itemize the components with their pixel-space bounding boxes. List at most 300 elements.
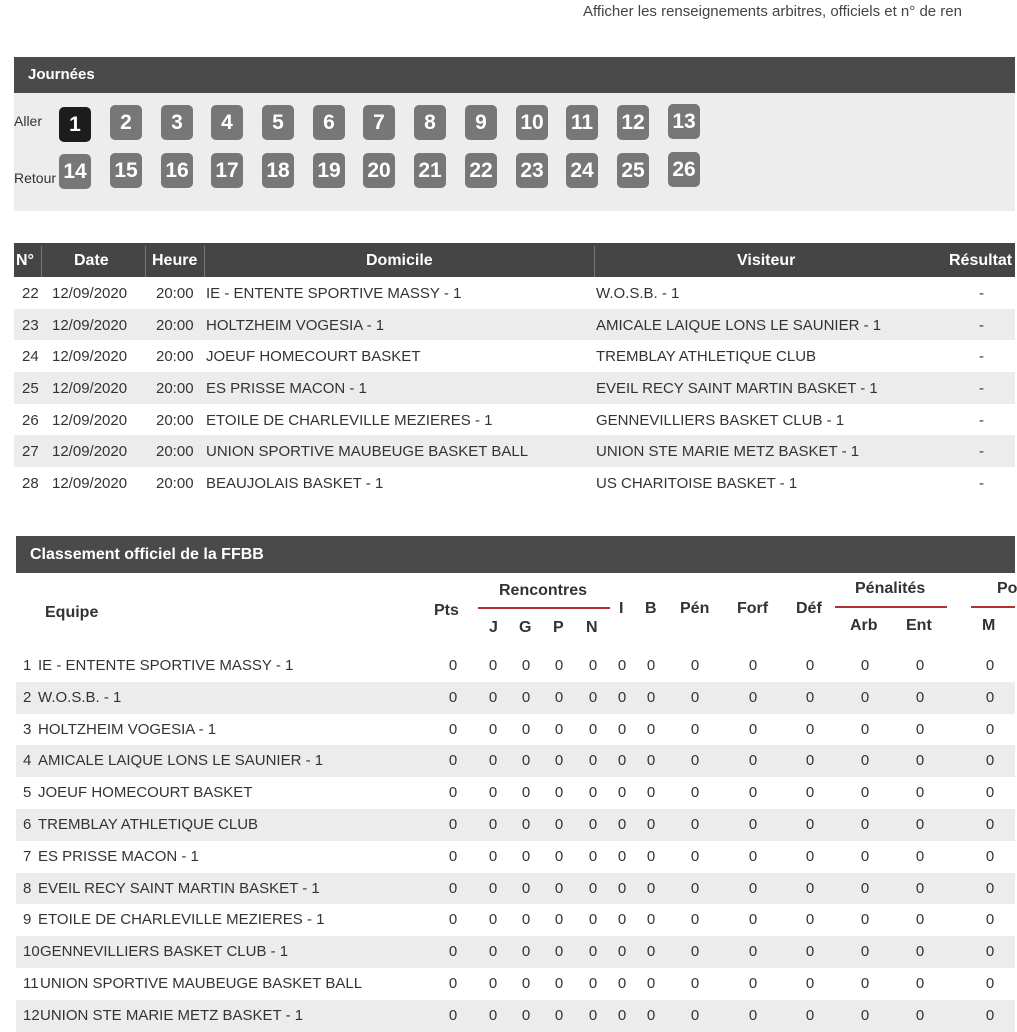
stat-value: 0 (805, 657, 815, 674)
stat-value: 0 (748, 752, 758, 770)
stat-value: 0 (588, 752, 598, 770)
match-heure: 20:00 (156, 380, 194, 398)
stat-value: 0 (588, 974, 598, 992)
match-heure: 20:00 (156, 348, 194, 366)
ranking-row (16, 904, 1015, 936)
ranking-row (16, 1000, 1015, 1032)
match-heure: 20:00 (156, 443, 194, 461)
match-heure: 20:00 (156, 285, 194, 302)
match-date: 12/09/2020 (52, 475, 128, 493)
stat-value: 0 (488, 847, 498, 865)
stat-value: 0 (646, 1006, 656, 1024)
stat-value: 0 (805, 784, 815, 802)
stat-value: 0 (617, 720, 627, 738)
stat-value: 0 (488, 911, 498, 929)
stat-value: 0 (985, 688, 995, 706)
stat-value: 0 (448, 657, 458, 674)
match-visiteur: GENNEVILLIERS BASKET CLUB - 1 (596, 411, 845, 429)
match-resultat: - (979, 411, 984, 429)
stat-value: 0 (588, 1006, 598, 1024)
match-resultat: - (979, 285, 984, 302)
stat-value: 0 (748, 720, 758, 738)
journee-18-button[interactable]: 18 (262, 153, 294, 188)
ranking-row (16, 841, 1015, 873)
stat-value: 0 (805, 943, 815, 961)
stat-value: 0 (554, 974, 564, 992)
stat-value: 0 (985, 911, 995, 929)
match-resultat: - (979, 443, 984, 461)
stat-value: 0 (448, 815, 458, 833)
team-rank: 10 (23, 943, 40, 961)
retour-row (14, 158, 1015, 198)
stat-value: 0 (985, 847, 995, 865)
col-g: G (519, 619, 532, 636)
stat-value: 0 (554, 720, 564, 738)
match-visiteur: W.O.S.B. - 1 (596, 285, 680, 302)
stat-value: 0 (588, 657, 598, 674)
journee-20-button[interactable]: 20 (363, 153, 395, 188)
match-visiteur: EVEIL RECY SAINT MARTIN BASKET - 1 (596, 380, 878, 398)
team-name[interactable]: AMICALE LAIQUE LONS LE SAUNIER - 1 (38, 752, 324, 770)
ranking-row (16, 936, 1015, 968)
stat-value: 0 (448, 974, 458, 992)
stat-value: 0 (488, 815, 498, 833)
stat-value: 0 (690, 1006, 700, 1024)
match-heure: 20:00 (156, 475, 194, 493)
stat-value: 0 (860, 657, 870, 674)
stat-value: 0 (521, 784, 531, 802)
team-rank: 8 (23, 879, 32, 897)
col-n: N (586, 619, 598, 636)
match-date: 12/09/2020 (52, 411, 128, 429)
stat-value: 0 (617, 815, 627, 833)
team-name[interactable]: W.O.S.B. - 1 (38, 688, 122, 706)
stat-value: 0 (860, 974, 870, 992)
stat-value: 0 (488, 879, 498, 897)
ranking-row (16, 714, 1015, 746)
stat-value: 0 (521, 657, 531, 674)
stat-value: 0 (985, 657, 995, 674)
match-resultat: - (979, 380, 984, 398)
stat-value: 0 (646, 847, 656, 865)
stat-value: 0 (521, 752, 531, 770)
stat-value: 0 (521, 943, 531, 961)
stat-value: 0 (448, 784, 458, 802)
match-heure: 20:00 (156, 411, 194, 429)
team-rank: 5 (23, 784, 32, 802)
stat-value: 0 (646, 879, 656, 897)
stat-value: 0 (488, 943, 498, 961)
team-rank: 4 (23, 752, 32, 770)
ranking-row (16, 745, 1015, 777)
stat-value: 0 (805, 974, 815, 992)
journee-23-button[interactable]: 23 (516, 153, 548, 188)
stat-value: 0 (617, 974, 627, 992)
journee-16-button[interactable]: 16 (161, 153, 193, 188)
stat-value: 0 (646, 911, 656, 929)
stat-value: 0 (915, 688, 925, 706)
stat-value: 0 (915, 720, 925, 738)
stat-value: 0 (448, 752, 458, 770)
stat-value: 0 (588, 784, 598, 802)
stat-value: 0 (588, 911, 598, 929)
stat-value: 0 (488, 657, 498, 674)
journees-title: Journées (14, 57, 1015, 93)
classement-header (16, 573, 1015, 650)
journee-1-button[interactable]: 1 (59, 107, 91, 142)
ranking-row (16, 873, 1015, 905)
stat-value: 0 (617, 1006, 627, 1024)
team-rank: 12 (23, 1006, 40, 1024)
match-row[interactable] (14, 435, 1015, 467)
stat-value: 0 (805, 688, 815, 706)
match-domicile: ES PRISSE MACON - 1 (206, 380, 367, 398)
team-name[interactable]: UNION STE MARIE METZ BASKET - 1 (40, 1006, 304, 1024)
ranking-row (16, 809, 1015, 841)
col-def: Déf (796, 600, 822, 617)
match-visiteur: TREMBLAY ATHLETIQUE CLUB (596, 348, 817, 366)
stat-value: 0 (915, 1006, 925, 1024)
match-domicile: UNION SPORTIVE MAUBEUGE BASKET BALL (206, 443, 529, 461)
journee-10-button[interactable]: 10 (516, 105, 548, 140)
match-row[interactable] (14, 277, 1015, 309)
journee-14-button[interactable]: 14 (59, 154, 91, 189)
stat-value: 0 (690, 784, 700, 802)
matches-header (14, 243, 1015, 277)
team-rank: 1 (23, 657, 32, 674)
stat-value: 0 (617, 657, 627, 674)
aller-row (14, 105, 1015, 141)
col-j: J (489, 619, 498, 636)
journee-17-button[interactable]: 17 (211, 153, 243, 188)
stat-value: 0 (488, 1006, 498, 1024)
stat-value: 0 (748, 657, 758, 674)
stat-value: 0 (915, 974, 925, 992)
col-b: B (645, 600, 657, 617)
stat-value: 0 (860, 911, 870, 929)
stat-value: 0 (690, 657, 700, 674)
team-name[interactable]: UNION SPORTIVE MAUBEUGE BASKET BALL (40, 974, 363, 992)
col-po: Po (997, 580, 1017, 597)
stat-value: 0 (554, 657, 564, 674)
stat-value: 0 (690, 974, 700, 992)
col-ent: Ent (906, 617, 932, 634)
match-domicile: JOEUF HOMECOURT BASKET (206, 348, 421, 366)
stat-value: 0 (985, 974, 995, 992)
col-date: Date (74, 252, 109, 269)
stat-value: 0 (985, 943, 995, 961)
stat-value: 0 (646, 688, 656, 706)
match-date: 12/09/2020 (52, 285, 128, 302)
journee-7-button[interactable]: 7 (363, 105, 395, 140)
stat-value: 0 (448, 688, 458, 706)
stat-value: 0 (748, 943, 758, 961)
stat-value: 0 (915, 943, 925, 961)
stat-value: 0 (488, 974, 498, 992)
col-penalites: Pénalités (855, 580, 926, 597)
stat-value: 0 (448, 847, 458, 865)
match-row[interactable] (14, 372, 1015, 404)
stat-value: 0 (985, 752, 995, 770)
stat-value: 0 (448, 911, 458, 929)
stat-value: 0 (588, 943, 598, 961)
journee-24-button[interactable]: 24 (566, 153, 598, 188)
team-name[interactable]: JOEUF HOMECOURT BASKET (38, 784, 253, 802)
col-num: N° (16, 252, 34, 269)
match-date: 12/09/2020 (52, 443, 128, 461)
team-rank: 2 (23, 688, 32, 706)
stat-value: 0 (588, 847, 598, 865)
stat-value: 0 (985, 815, 995, 833)
col-pen: Pén (680, 600, 710, 617)
match-visiteur: US CHARITOISE BASKET - 1 (596, 475, 798, 493)
stat-value: 0 (554, 847, 564, 865)
stat-value: 0 (860, 1006, 870, 1024)
journee-4-button[interactable]: 4 (211, 105, 243, 140)
journee-8-button[interactable]: 8 (414, 105, 446, 140)
stat-value: 0 (617, 879, 627, 897)
journee-19-button[interactable]: 19 (313, 153, 345, 188)
team-name[interactable]: ETOILE DE CHARLEVILLE MEZIERES - 1 (38, 911, 325, 929)
match-row[interactable] (14, 340, 1015, 372)
stat-value: 0 (860, 688, 870, 706)
match-num: 24 (22, 348, 39, 366)
stat-value: 0 (915, 752, 925, 770)
match-num: 25 (22, 380, 39, 398)
team-rank: 6 (23, 815, 32, 833)
match-visiteur: UNION STE MARIE METZ BASKET - 1 (596, 443, 860, 461)
stat-value: 0 (805, 847, 815, 865)
journee-15-button[interactable]: 15 (110, 153, 142, 188)
journee-26-button[interactable]: 26 (668, 152, 700, 187)
stat-value: 0 (588, 815, 598, 833)
stat-value: 0 (915, 847, 925, 865)
stat-value: 0 (554, 943, 564, 961)
journee-22-button[interactable]: 22 (465, 153, 497, 188)
stat-value: 0 (488, 752, 498, 770)
stat-value: 0 (748, 784, 758, 802)
team-name[interactable]: TREMBLAY ATHLETIQUE CLUB (38, 815, 259, 833)
journee-5-button[interactable]: 5 (262, 105, 294, 140)
ranking-row (16, 968, 1015, 1000)
stat-value: 0 (646, 657, 656, 674)
team-name[interactable]: GENNEVILLIERS BASKET CLUB - 1 (40, 943, 289, 961)
col-visiteur: Visiteur (737, 252, 796, 269)
col-forf: Forf (737, 600, 769, 617)
match-num: 27 (22, 443, 39, 461)
stat-value: 0 (646, 784, 656, 802)
match-date: 12/09/2020 (52, 348, 128, 366)
stat-value: 0 (554, 815, 564, 833)
stat-value: 0 (617, 784, 627, 802)
team-rank: 11 (23, 974, 39, 992)
stat-value: 0 (915, 784, 925, 802)
match-domicile: BEAUJOLAIS BASKET - 1 (206, 475, 384, 493)
col-equipe: Equipe (45, 604, 99, 621)
stat-value: 0 (985, 1006, 995, 1024)
stat-value: 0 (860, 943, 870, 961)
match-visiteur: AMICALE LAIQUE LONS LE SAUNIER - 1 (596, 316, 882, 334)
stat-value: 0 (588, 688, 598, 706)
team-name[interactable]: IE - ENTENTE SPORTIVE MASSY - 1 (38, 657, 294, 674)
stat-value: 0 (860, 879, 870, 897)
stat-value: 0 (488, 784, 498, 802)
match-num: 22 (22, 285, 39, 302)
col-arb: Arb (850, 617, 878, 634)
stat-value: 0 (985, 879, 995, 897)
stat-value: 0 (805, 879, 815, 897)
stat-value: 0 (915, 657, 925, 674)
stat-value: 0 (690, 720, 700, 738)
col-i: I (619, 600, 624, 617)
team-name[interactable]: EVEIL RECY SAINT MARTIN BASKET - 1 (38, 879, 320, 897)
stat-value: 0 (448, 720, 458, 738)
stat-value: 0 (646, 720, 656, 738)
stat-value: 0 (521, 815, 531, 833)
stat-value: 0 (860, 752, 870, 770)
match-resultat: - (979, 316, 984, 334)
ranking-row (16, 777, 1015, 809)
stat-value: 0 (690, 879, 700, 897)
show-referees-link[interactable]: Afficher les renseignements arbitres, officiels et n° de ren (583, 3, 962, 20)
ranking-row (16, 682, 1015, 714)
stat-value: 0 (521, 911, 531, 929)
journee-25-button[interactable]: 25 (617, 153, 649, 188)
match-row[interactable] (14, 309, 1015, 341)
stat-value: 0 (805, 911, 815, 929)
match-heure: 20:00 (156, 316, 194, 334)
match-num: 23 (22, 316, 39, 334)
classement-panel (16, 536, 1015, 1032)
col-heure: Heure (152, 252, 198, 269)
match-date: 12/09/2020 (52, 380, 128, 398)
team-name[interactable]: ES PRISSE MACON - 1 (38, 847, 199, 865)
match-row[interactable] (14, 404, 1015, 436)
stat-value: 0 (805, 752, 815, 770)
stat-value: 0 (646, 943, 656, 961)
journee-11-button[interactable]: 11 (566, 105, 598, 140)
journee-6-button[interactable]: 6 (313, 105, 345, 140)
team-rank: 3 (23, 720, 32, 738)
stat-value: 0 (690, 688, 700, 706)
col-domicile: Domicile (366, 252, 433, 269)
stat-value: 0 (860, 847, 870, 865)
col-pts: Pts (434, 602, 459, 619)
stat-value: 0 (617, 911, 627, 929)
stat-value: 0 (805, 720, 815, 738)
stat-value: 0 (554, 752, 564, 770)
stat-value: 0 (690, 752, 700, 770)
stat-value: 0 (521, 688, 531, 706)
match-domicile: ETOILE DE CHARLEVILLE MEZIERES - 1 (206, 411, 493, 429)
stat-value: 0 (690, 943, 700, 961)
stat-value: 0 (448, 1006, 458, 1024)
match-num: 28 (22, 475, 39, 493)
stat-value: 0 (748, 974, 758, 992)
match-resultat: - (979, 348, 984, 366)
stat-value: 0 (748, 847, 758, 865)
stat-value: 0 (617, 688, 627, 706)
stat-value: 0 (748, 911, 758, 929)
stat-value: 0 (805, 815, 815, 833)
team-rank: 7 (23, 847, 32, 865)
stat-value: 0 (521, 879, 531, 897)
stat-value: 0 (617, 752, 627, 770)
stat-value: 0 (554, 784, 564, 802)
match-domicile: HOLTZHEIM VOGESIA - 1 (206, 316, 385, 334)
stat-value: 0 (521, 847, 531, 865)
stat-value: 0 (860, 784, 870, 802)
journees-panel (14, 93, 1015, 211)
stat-value: 0 (521, 1006, 531, 1024)
ranking-row (16, 650, 1015, 682)
stat-value: 0 (646, 974, 656, 992)
retour-label: Retour (14, 170, 57, 186)
stat-value: 0 (554, 1006, 564, 1024)
stat-value: 0 (448, 943, 458, 961)
stat-value: 0 (915, 879, 925, 897)
stat-value: 0 (860, 720, 870, 738)
stat-value: 0 (690, 815, 700, 833)
stat-value: 0 (448, 879, 458, 897)
stat-value: 0 (915, 911, 925, 929)
stat-value: 0 (554, 879, 564, 897)
stat-value: 0 (690, 911, 700, 929)
stat-value: 0 (488, 688, 498, 706)
stat-value: 0 (860, 815, 870, 833)
stat-value: 0 (646, 815, 656, 833)
col-m: M (982, 617, 996, 634)
col-rencontres: Rencontres (499, 582, 588, 599)
stat-value: 0 (617, 847, 627, 865)
stat-value: 0 (617, 943, 627, 961)
match-row[interactable] (14, 467, 1015, 499)
journee-12-button[interactable]: 12 (617, 105, 649, 140)
stat-value: 0 (915, 815, 925, 833)
stat-value: 0 (985, 720, 995, 738)
matches-table (14, 243, 1015, 499)
stat-value: 0 (521, 720, 531, 738)
stat-value: 0 (521, 974, 531, 992)
stat-value: 0 (554, 911, 564, 929)
stat-value: 0 (588, 879, 598, 897)
match-resultat: - (979, 475, 984, 493)
team-rank: 9 (23, 911, 32, 929)
stat-value: 0 (646, 752, 656, 770)
team-name[interactable]: HOLTZHEIM VOGESIA - 1 (38, 720, 217, 738)
col-resultat: Résultat (949, 252, 1013, 269)
stat-value: 0 (554, 688, 564, 706)
journee-3-button[interactable]: 3 (161, 105, 193, 140)
stat-value: 0 (748, 879, 758, 897)
stat-value: 0 (805, 1006, 815, 1024)
stat-value: 0 (748, 1006, 758, 1024)
journee-21-button[interactable]: 21 (414, 153, 446, 188)
col-p: P (553, 619, 564, 636)
journee-2-button[interactable]: 2 (110, 105, 142, 140)
stat-value: 0 (748, 688, 758, 706)
stat-value: 0 (488, 720, 498, 738)
stat-value: 0 (985, 784, 995, 802)
stat-value: 0 (588, 720, 598, 738)
classement-title: Classement officiel de la FFBB (16, 536, 1015, 573)
stat-value: 0 (690, 847, 700, 865)
match-num: 26 (22, 411, 39, 429)
aller-label: Aller (14, 113, 43, 129)
match-date: 12/09/2020 (52, 316, 128, 334)
journee-13-button[interactable]: 13 (668, 104, 700, 139)
journee-9-button[interactable]: 9 (465, 105, 497, 140)
